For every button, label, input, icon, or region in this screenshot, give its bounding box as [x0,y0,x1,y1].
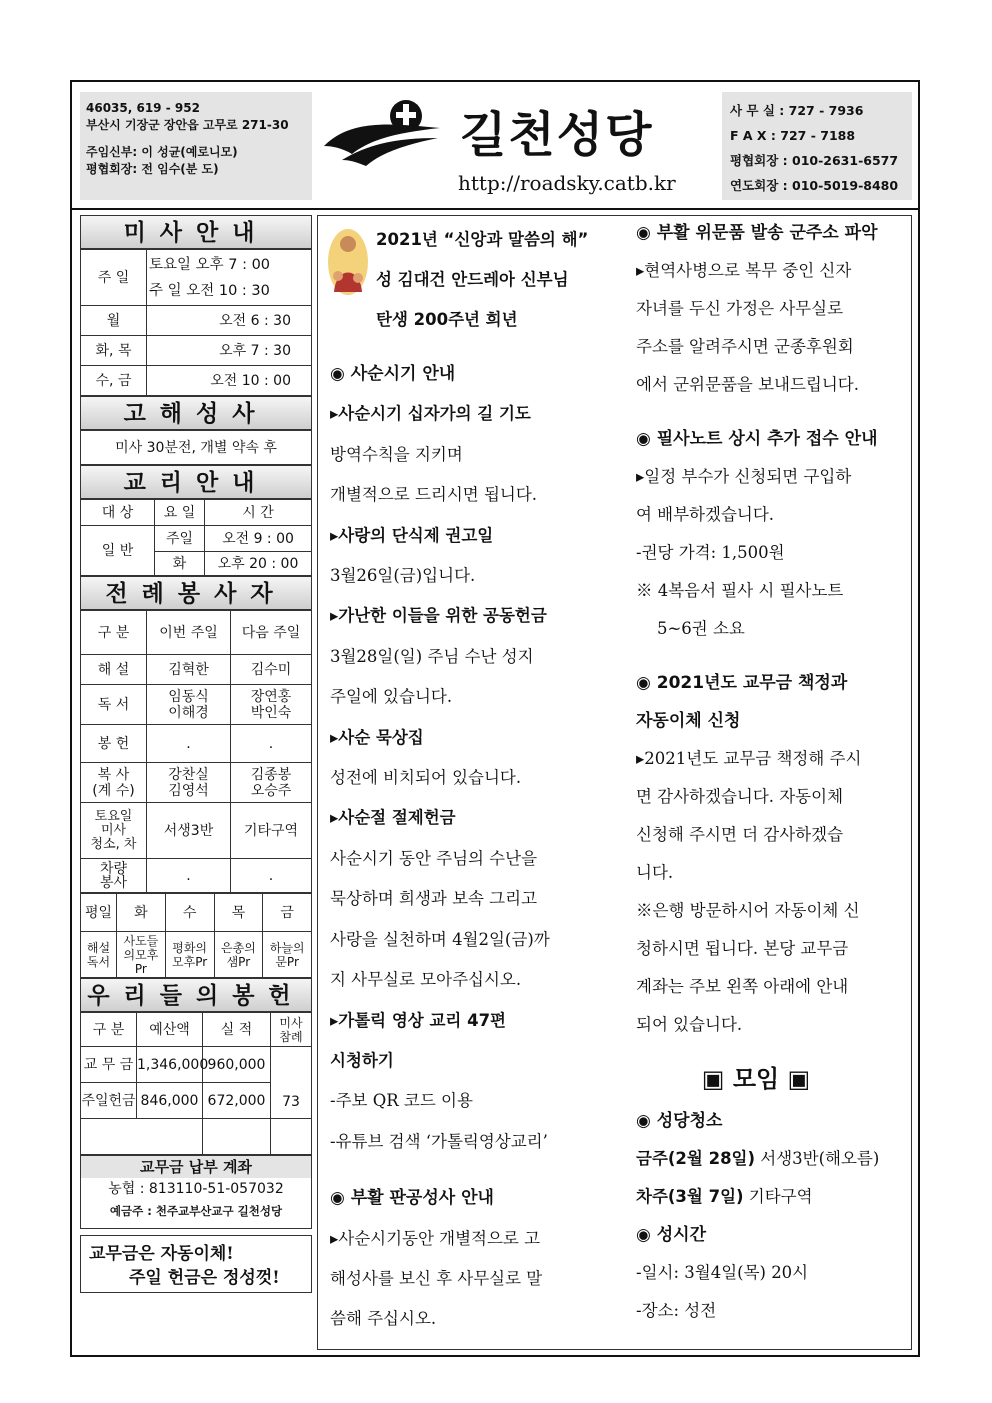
server-role: 독 서 [81,685,147,725]
slogan-line: 주일 헌금은 정성껏! [129,1268,280,1288]
mass-time: 토요일 오후 7 : 00 [149,256,271,273]
lent-item-text: 묵상하며 희생과 보속 그리고 [330,889,538,909]
offering-budget: 846,000 [137,1083,203,1119]
slogan-box [80,1235,312,1293]
server-role: 복 사 (계 수) [81,763,147,803]
address-line: 부산시 기장군 장안읍 고무로 271-30 [86,118,289,132]
server-next-week: . [231,725,312,763]
catechism-header: 시 간 [205,500,312,526]
server-role: 봉 헌 [81,725,147,763]
lent-item-heading: ▸사랑의 단식제 권고일 [330,525,494,545]
server-this-week: . [147,725,231,763]
fax-number: F A X : 727 - 7188 [730,128,856,143]
address-box [80,92,312,200]
servers-table [80,610,312,893]
confession-title: 고해성사 [80,396,312,430]
lent-item-text: -주보 QR 코드 이용 [330,1091,473,1111]
lent-item-heading: ▸사순절 절제헌금 [330,808,456,828]
military-line: 자녀를 두신 가정은 사무실로 [636,299,844,318]
server-this-week: 임동식 이해경 [147,685,231,725]
lent-item-heading: ▸사순시기 십자가의 길 기도 [330,404,531,424]
servers-title: 전례봉사자 [80,576,312,610]
lent-item-text: 지 사무실로 모아주십시오. [330,970,522,990]
tithe-line: 청하시면 됩니다. 본당 교무금 [636,939,849,958]
mass-title: 미사안내 [80,215,312,249]
offering-header: 미사 참례 [271,1013,312,1047]
weekday-header: 목 [214,894,263,932]
military-line: 주소를 알려주시면 군종후원회 [636,337,854,356]
clean-group: 기타구역 [743,1187,813,1206]
lent-item-heading: ▸가난한 이들을 위한 공동헌금 [330,606,547,626]
pastor-name: 주임신부: 이 성균(예로니모) [86,145,238,159]
servers-header: 다음 주일 [231,611,312,655]
mass-time: 오후 7 : 30 [147,336,312,366]
lent-item-text: 성전에 비치되어 있습니다. [330,768,522,788]
note-line: 5~6권 소요 [636,619,745,638]
clean-title: ◉ 성당청소 [636,1111,723,1131]
note-line: -권당 가격: 1,500원 [636,543,785,562]
note-title: ◉ 필사노트 상시 추가 접수 안내 [636,429,878,449]
lent-item-text: 사랑을 실천하며 4월2일(금)까 [330,929,550,949]
jubilee-block [376,220,588,340]
server-next-week: 김종봉 오승주 [231,763,312,803]
meeting-title: ▣ 모임 ▣ [701,1065,811,1093]
weekday-header: 수 [165,894,214,932]
offering-actual: 672,000 [203,1083,271,1119]
offering-title: 우리들의봉헌 [80,978,312,1012]
jubilee-line: 2021년 “신앙과 말씀의 해” [376,230,589,249]
catechism-time: 오후 20 : 00 [205,552,312,576]
account-title: 교무금 납부 계좌 [81,1156,311,1178]
weekday-group: 은총의 샘Pr [214,932,263,978]
lent-item-text: 개별적으로 드리시면 됩니다. [330,485,538,505]
weekday-role: 해설 독서 [81,932,117,978]
council-phone: 평협회장 : 010-2631-6577 [730,153,899,168]
servers-header: 이번 주일 [147,611,231,655]
note-line: ▸일정 부수가 신청되면 구입하 [636,467,852,486]
offering-label: 교 무 금 [81,1047,137,1083]
youth-phone: 연도회장 : 010-5019-8480 [730,178,899,193]
header-divider [70,208,920,210]
easter-title: ◉ 부활 판공성사 안내 [330,1188,494,1209]
mass-time: 오전 10 : 00 [147,366,312,396]
holy-hour-line: -일시: 3월4일(목) 20시 [636,1263,809,1282]
tithe-line: 신청해 주시면 더 감사하겠습 [636,825,844,844]
lent-item-text: -유튜브 검색 ‘가톨릭영상교리’ [330,1131,548,1151]
catechism-time: 오전 9 : 00 [205,526,312,552]
weekday-header: 평일 [81,894,117,932]
lent-item-text: 주일에 있습니다. [330,687,453,707]
account-box [80,1155,312,1229]
lent-item-text: 사순시기 동안 주님의 수난을 [330,848,538,868]
tithe-line: 되어 있습니다. [636,1015,743,1034]
jubilee-line: 탄생 200주년 희년 [376,310,518,329]
tithe-line: 면 감사하겠습니다. 자동이체 [636,787,844,806]
server-this-week: . [147,859,231,893]
mass-table [80,249,312,396]
account-number: 농협 : 813110-51-057032 [108,1181,284,1197]
offering-header: 실 적 [203,1013,271,1047]
offering-table [80,1012,312,1155]
account-holder: 예금주 : 천주교부산교구 길천성당 [109,1204,283,1218]
lent-title: ◉ 사순시기 안내 [330,364,456,384]
lent-lines [330,394,600,1162]
holy-hour-line: -장소: 성전 [636,1301,717,1320]
lent-block [330,354,600,1340]
mass-day: 화, 목 [81,336,147,366]
holy-hour-title: ◉ 성시간 [636,1225,707,1245]
note-line: 여 배부하겠습니다. [636,505,775,524]
tithe-line: ▸2021년도 교무금 책정해 주시 [636,749,862,768]
clean-group: 서생3반(해오름) [755,1149,880,1168]
server-next-week: 장연홍 박인숙 [231,685,312,725]
weekday-group: 하늘의 문Pr [263,932,312,978]
catechism-group: 일 반 [81,526,155,576]
mass-time: 오전 6 : 30 [147,306,312,336]
catechism-header: 대 상 [81,500,155,526]
offering-actual: 960,000 [203,1047,271,1083]
offering-empty [271,1119,312,1155]
confession-table [80,430,312,465]
clean-date: 금주(2월 28일) [636,1149,756,1168]
server-next-week: 기타구역 [231,803,312,859]
mass-day: 수, 금 [81,366,147,396]
offering-empty [203,1119,271,1155]
slogan-line: 교무금은 자동이체! [89,1244,234,1264]
tithe-title: ◉ 2021년도 교무금 책정과 [636,673,848,693]
postal-code: 46035, 619 - 952 [86,101,200,115]
church-title: 길천성당 [460,107,654,163]
lent-item-heading: 시청하기 [330,1050,394,1070]
tithe-line: ※은행 방문하시어 자동이체 신 [636,901,860,920]
server-this-week: 서생3반 [147,803,231,859]
tithe-line: 니다. [636,863,674,882]
server-this-week: 김혁한 [147,655,231,685]
military-title: ◉ 부활 위문품 발송 군주소 파악 [636,223,878,243]
mass-day: 월 [81,306,147,336]
right-column [636,214,912,1330]
server-role: 토요일 미사 청소, 차 [81,803,147,859]
lent-item-text: 방역수칙을 지키며 [330,444,463,464]
lent-item-text: 3월26일(금)입니다. [330,566,476,586]
tithe-title: 자동이체 신청 [636,711,741,731]
military-line: ▸현역사병으로 복무 중인 신자 [636,261,852,280]
catechism-day: 주일 [155,526,205,552]
catechism-title: 교리안내 [80,465,312,499]
mass-attendance: 73 [271,1047,312,1119]
offering-label: 주일헌금 [81,1083,137,1119]
weekday-header: 화 [117,894,166,932]
weekday-group: 평화의 모후Pr [165,932,214,978]
council-name: 평협회장: 전 임수(분 도) [86,162,219,176]
clean-date: 차주(3월 7일) [636,1187,744,1206]
weekday-group: 사도들 의모후 Pr [117,932,166,978]
military-line: 에서 군위문품을 보내드립니다. [636,375,859,394]
office-phone: 사 무 실 : 727 - 7936 [730,103,864,118]
catechism-day: 화 [155,552,205,576]
catechism-header: 요 일 [155,500,205,526]
easter-line: 씀해 주십시오. [330,1309,437,1329]
server-next-week: . [231,859,312,893]
easter-line: ▸사순시기동안 개별적으로 고 [330,1228,541,1248]
server-this-week: 강찬실 김영석 [147,763,231,803]
saint-image-icon [326,226,370,296]
weekday-table [80,893,312,978]
server-role: 차량 봉사 [81,859,147,893]
contact-box [722,92,912,200]
weekday-header: 금 [263,894,312,932]
offering-empty [81,1119,203,1155]
jubilee-line: 성 김대건 안드레아 신부님 [376,270,569,289]
left-column [80,215,312,1293]
offering-header: 예산액 [137,1013,203,1047]
servers-header: 구 분 [81,611,147,655]
offering-header: 구 분 [81,1013,137,1047]
lent-item-heading: ▸사순 묵상집 [330,727,424,747]
mass-time: 주 일 오전 10 : 30 [149,282,270,299]
confession-text: 미사 30분전, 개별 약속 후 [81,431,312,465]
lent-item-heading: ▸가톨릭 영상 교리 47편 [330,1010,506,1030]
offering-budget: 1,346,000 [137,1047,203,1083]
tithe-line: 계좌는 주보 왼쪽 아래에 안내 [636,977,849,996]
church-logo-icon [322,98,442,168]
note-line: ※ 4복음서 필사 시 필사노트 [636,581,844,600]
server-role: 해 설 [81,655,147,685]
server-next-week: 김수미 [231,655,312,685]
lent-item-text: 3월28일(일) 주님 수난 성지 [330,646,534,666]
mass-day: 주 일 [81,250,147,306]
catechism-table [80,499,312,576]
website-url[interactable]: http://roadsky.catb.kr [458,171,676,195]
easter-line: 해성사를 보신 후 사무실로 말 [330,1268,543,1288]
